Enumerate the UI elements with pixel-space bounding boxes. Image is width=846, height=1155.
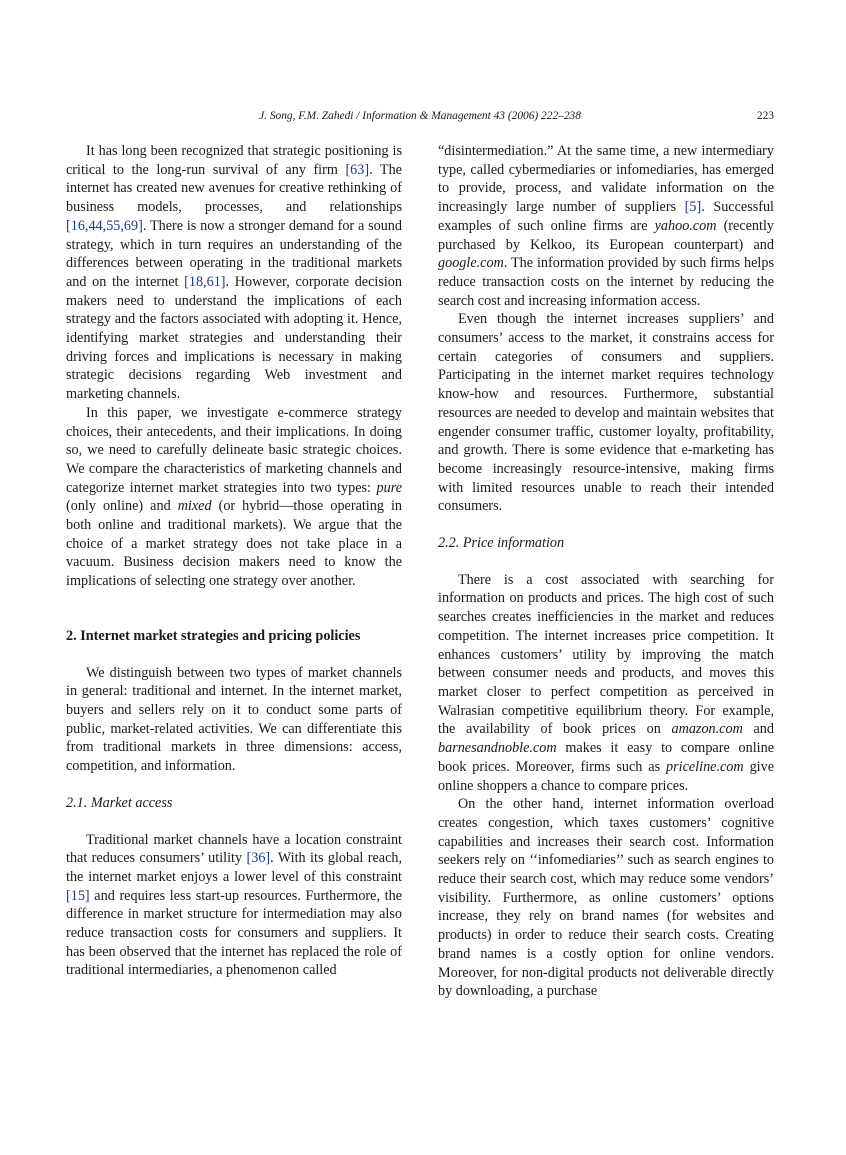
paragraph: “disintermediation.” At the same time, a new intermediary type, called cybermediaries or infomediaries, has emerged to provide, process, and validate information on the increasingly large number of suppliers [5]. Successful examples of such online firms are yahoo.com (recently purchased by Kelkoo, its European counterpart) and google.com. The information provided by such firms helps reduce transaction costs on the internet by reducing the search cost and increasing information access. — [438, 143, 774, 309]
section-heading: 2. Internet market strategies and pricing policies — [66, 627, 361, 644]
paragraph: In this paper, we investigate e-commerce strategy choices, their antecedents, and their implications. In doing so, we need to carefully delineate basic strategic choices. We compare the characteristics of marketing channels and categorize internet market strategies into two types: pure (only online) and mixed (or hybrid—those operating in both online and traditional markets). We argue that the choice of a market strategy does not take place in a vacuum. Business decision makers need to know the implications of selecting one strategy over another. — [66, 404, 402, 590]
running-title: J. Song, F.M. Zahedi / Information & Management 43 (2006) 222–238 — [259, 110, 581, 122]
left-column — [66, 142, 402, 980]
running-header — [66, 107, 774, 125]
subsection-heading: 2.2. Price information — [438, 535, 565, 552]
paragraph: There is a cost associated with searching for information on products and prices. The high cost of such searches creates inefficiencies in the market and reduces competition. The internet increases price competition. It enhances customers’ utility by improving the match between consumer needs and products, and moves this market closer to perfect competition as perceived in Walrasian competitive equilibrium theory. For example, the availability of book prices on amazon.com and barnesandnoble.com makes it easy to compare online book prices. Moreover, firms such as priceline.com give online shoppers a chance to compare prices. — [438, 571, 774, 794]
paragraph: On the other hand, internet information overload creates congestion, which taxes customers’ cognitive capabilities and increases their search cost. Information seekers rely on ‘‘infomediaries’’ such as search engines to reduce their search cost, which may reduce some vendors’ visibility. Furthermore, as online customers’ options increase, they rely on brand names (for websites and products) in order to reduce their search costs. Creating brand names is a costly option for online vendors. Moreover, for non-digital products not deliverable directly by downloading, a purchase — [438, 796, 774, 1000]
subsection-heading: 2.1. Market access — [66, 794, 173, 811]
right-column — [438, 142, 774, 1001]
paragraph: It has long been recognized that strategic positioning is critical to the long-run survival of any firm [63]. The internet has created new avenues for creative rethinking of business models, processes, and relationships [16,44,55,69]. There is now a stronger demand for a sound strategy, which in turn requires an understanding of the differences between operating in the traditional markets and on the internet [18,61]. However, corporate decision makers need to understand the implications of each strategy and the factors associated with adopting it. Hence, identifying market strategies and understanding their driving forces and implications is necessary in making strategic decisions regarding Web investment and marketing channels. — [66, 143, 402, 403]
paragraph: Even though the internet increases suppliers’ and consumers’ access to the market, it constrains access for certain categories of consumers and suppliers. Participating in the internet market requires technology know-how and resources. Furthermore, substantial resources are needed to develop and maintain websites that engender consumer traffic, customer loyalty, profitability, and growth. There is some evidence that e-marketing has become increasingly resource-intensive, making firms with limited resources unable to reach their intended consumers. — [438, 311, 774, 515]
paragraph: We distinguish between two types of market channels in general: traditional and internet. In the internet market, buyers and sellers rely on it to conduct some parts of public, market-related activities. We can differentiate this from traditional markets in three dimensions: access, competition, and information. — [66, 664, 402, 775]
paragraph: Traditional market channels have a location constraint that reduces consumers’ utility [36]. With its global reach, the internet market enjoys a lower level of this constraint [15] and requires less start-up resources. Furthermore, the difference in market structure for intermediation may also reduce transaction costs for consumers and suppliers. It has been observed that the internet has replaced the role of traditional intermediaries, a phenomenon called — [66, 831, 403, 979]
page-number: 223 — [756, 110, 774, 122]
